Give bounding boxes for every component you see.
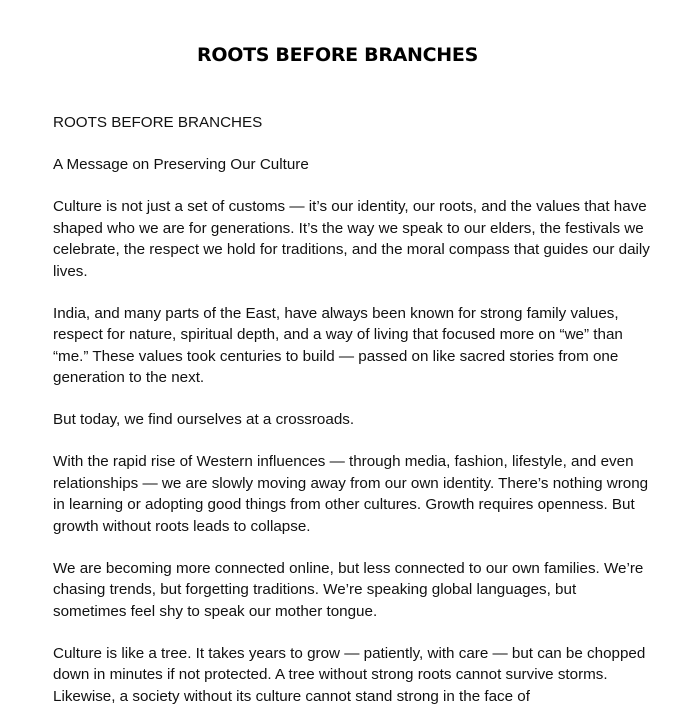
document-body <box>53 112 653 707</box>
paragraph-crossroads: But today, we find ourselves at a crossroads. <box>53 409 653 431</box>
paragraph-connected-online: We are becoming more connected online, but less connected to our own families. We’re chasing trends, but forgetting traditions. We’re speaking global languages, but sometimes feel shy to speak our mother tongue. <box>53 558 653 623</box>
paragraph-culture-identity: Culture is not just a set of customs — it’s our identity, our roots, and the values that have shaped who we are for generations. It’s the way we speak to our elders, the festivals we celebrate, the respect we hold for traditions, and the moral compass that guides our daily lives. <box>53 196 653 282</box>
document-heading: ROOTS BEFORE BRANCHES <box>53 112 653 134</box>
paragraph-culture-tree: Culture is like a tree. It takes years to grow — patiently, with care — but can be chopped down in minutes if not protected. A tree without strong roots cannot survive storms. Likewise, a society without its culture cannot stand strong in the face of <box>53 643 653 707</box>
paragraph-eastern-values: India, and many parts of the East, have always been known for strong family values, respect for nature, spiritual depth, and a way of living that focused more on “we” than “me.” These values took centuries to build — passed on like sacred stories from one generation to the next. <box>53 303 653 389</box>
document-subheading: A Message on Preserving Our Culture <box>53 154 653 176</box>
paragraph-western-influence: With the rapid rise of Western influences — through media, fashion, lifestyle, and even relationships — we are slowly moving away from our own identity. There’s nothing wrong in learning or adopting good things from other cultures. Growth requires openness. But growth without roots leads to collapse. <box>53 451 653 537</box>
page-title: ROOTS BEFORE BRANCHES <box>0 44 675 66</box>
